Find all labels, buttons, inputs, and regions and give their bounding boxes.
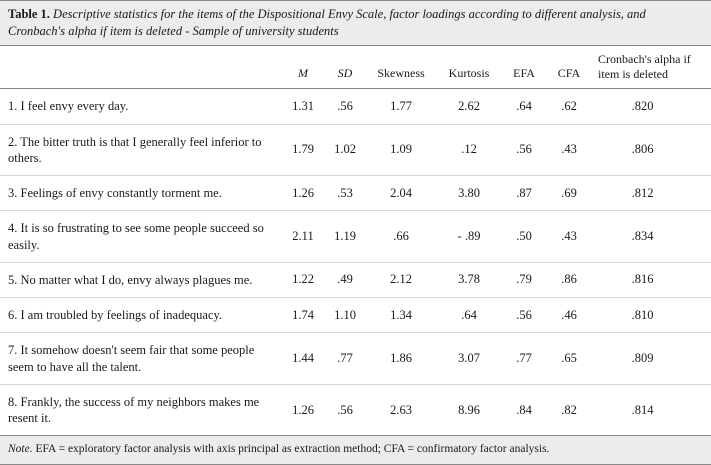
item-m: 1.26 (282, 384, 324, 436)
item-efa: .56 (502, 298, 546, 333)
item-m: 1.22 (282, 262, 324, 297)
item-efa: .77 (502, 333, 546, 385)
item-kurtosis: 2.62 (436, 89, 502, 124)
item-text: 4. It is so frustrating to see some people succeed so easily. (0, 211, 282, 263)
column-header-sd: SD (324, 46, 366, 89)
table-row (0, 333, 711, 385)
column-header-efa: EFA (502, 46, 546, 89)
table-row (0, 262, 711, 297)
item-text: 5. No matter what I do, envy always plagues me. (0, 262, 282, 297)
item-sd: .77 (324, 333, 366, 385)
item-alpha: .806 (592, 124, 711, 176)
item-cfa: .69 (546, 176, 592, 211)
item-sd: .56 (324, 384, 366, 436)
item-skewness: 2.12 (366, 262, 436, 297)
item-skewness: 1.86 (366, 333, 436, 385)
item-text: 1. I feel envy every day. (0, 89, 282, 124)
descriptive-statistics-table (0, 46, 711, 436)
item-sd: 1.19 (324, 211, 366, 263)
item-m: 1.26 (282, 176, 324, 211)
item-kurtosis: 8.96 (436, 384, 502, 436)
item-cfa: .46 (546, 298, 592, 333)
item-efa: .87 (502, 176, 546, 211)
item-efa: .50 (502, 211, 546, 263)
table-note-text: EFA = exploratory factor analysis with axis principal as extraction method; CFA = confirmatory factor analysis. (32, 443, 550, 456)
item-m: 1.79 (282, 124, 324, 176)
item-m: 1.74 (282, 298, 324, 333)
table-row (0, 298, 711, 333)
item-text: 6. I am troubled by feelings of inadequacy. (0, 298, 282, 333)
item-kurtosis: .64 (436, 298, 502, 333)
item-sd: .49 (324, 262, 366, 297)
table-caption-label: Table 1. (8, 7, 50, 21)
column-header-alpha: Cronbach's alpha if item is deleted (592, 46, 711, 89)
table-caption-text: Descriptive statistics for the items of the Dispositional Envy Scale, factor loadings according to different analysis, and Cronbach's alpha if item is deleted - Sample of university students (8, 7, 646, 38)
item-skewness: 2.04 (366, 176, 436, 211)
item-text: 3. Feelings of envy constantly torment me. (0, 176, 282, 211)
item-kurtosis: 3.07 (436, 333, 502, 385)
item-cfa: .82 (546, 384, 592, 436)
item-alpha: .809 (592, 333, 711, 385)
item-cfa: .62 (546, 89, 592, 124)
item-text: 7. It somehow doesn't seem fair that some people seem to have all the talent. (0, 333, 282, 385)
item-kurtosis: .12 (436, 124, 502, 176)
column-header-kurtosis: Kurtosis (436, 46, 502, 89)
item-alpha: .816 (592, 262, 711, 297)
item-alpha: .812 (592, 176, 711, 211)
item-efa: .64 (502, 89, 546, 124)
item-skewness: .66 (366, 211, 436, 263)
item-alpha: .810 (592, 298, 711, 333)
item-skewness: 2.63 (366, 384, 436, 436)
item-kurtosis: 3.78 (436, 262, 502, 297)
table-note-label: Note. (8, 443, 33, 456)
item-text: 8. Frankly, the success of my neighbors makes me resent it. (0, 384, 282, 436)
item-alpha: .820 (592, 89, 711, 124)
item-cfa: .43 (546, 211, 592, 263)
table-caption (0, 0, 711, 46)
item-cfa: .43 (546, 124, 592, 176)
table-row (0, 89, 711, 124)
item-kurtosis: 3.80 (436, 176, 502, 211)
item-sd: .53 (324, 176, 366, 211)
item-alpha: .814 (592, 384, 711, 436)
item-text: 2. The bitter truth is that I generally feel inferior to others. (0, 124, 282, 176)
item-cfa: .86 (546, 262, 592, 297)
item-alpha: .834 (592, 211, 711, 263)
item-cfa: .65 (546, 333, 592, 385)
item-kurtosis: - .89 (436, 211, 502, 263)
item-skewness: 1.34 (366, 298, 436, 333)
item-m: 1.44 (282, 333, 324, 385)
item-sd: 1.10 (324, 298, 366, 333)
table-note (0, 436, 711, 465)
item-sd: 1.02 (324, 124, 366, 176)
table-row (0, 124, 711, 176)
item-skewness: 1.09 (366, 124, 436, 176)
item-efa: .84 (502, 384, 546, 436)
column-header-m: M (282, 46, 324, 89)
column-header-cfa: CFA (546, 46, 592, 89)
table-row (0, 176, 711, 211)
table-row (0, 384, 711, 436)
table-row (0, 211, 711, 263)
column-header-item (0, 46, 282, 89)
item-efa: .56 (502, 124, 546, 176)
table-header-row (0, 46, 711, 89)
item-efa: .79 (502, 262, 546, 297)
item-sd: .56 (324, 89, 366, 124)
item-m: 1.31 (282, 89, 324, 124)
item-skewness: 1.77 (366, 89, 436, 124)
column-header-skewness: Skewness (366, 46, 436, 89)
item-m: 2.11 (282, 211, 324, 263)
